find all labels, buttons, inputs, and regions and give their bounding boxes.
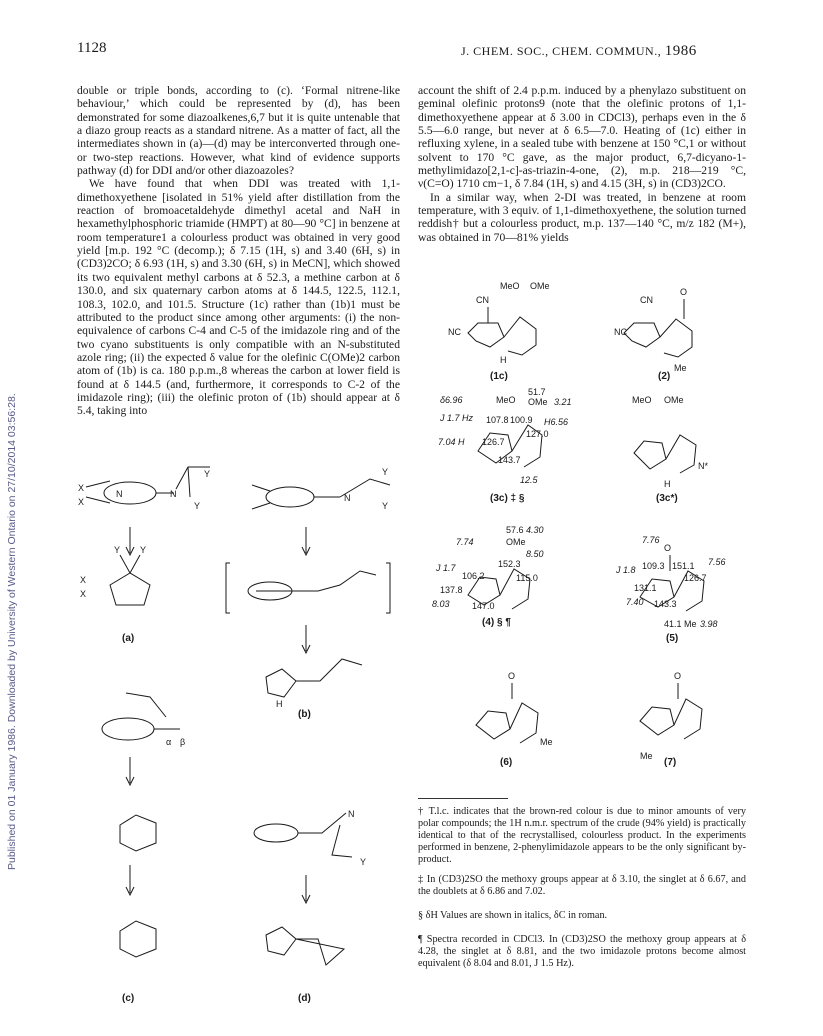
svg-text:51.7: 51.7: [528, 387, 546, 397]
svg-text:OMe: OMe: [506, 537, 526, 547]
svg-text:(4) § ¶: (4) § ¶: [482, 617, 511, 628]
journal-name: J. CHEM. SOC., CHEM. COMMUN.,: [461, 44, 662, 58]
svg-text:X: X: [78, 497, 85, 507]
compound-3c: [438, 387, 572, 504]
compound-1c: [448, 281, 550, 382]
intermediate-a-product: [80, 545, 150, 605]
svg-text:X: X: [80, 589, 87, 599]
footnote: ¶ Spectra recorded in CDCl3. In (CD3)2SO the methoxy group appears at δ 4.28, the singlet at δ 8.81, and the two imidazole protons become almost equivalent (δ 8.04 and 8.01, J 1.5 Hz).: [418, 934, 746, 969]
svg-text:8.03: 8.03: [432, 599, 450, 609]
svg-text:H: H: [276, 699, 283, 709]
svg-text:H6.56: H6.56: [544, 417, 569, 427]
svg-text:100.9: 100.9: [510, 415, 533, 425]
svg-text:(3c) ‡ §: (3c) ‡ §: [490, 493, 525, 504]
label-c: (c): [122, 993, 135, 1004]
svg-text:(3c*): (3c*): [656, 493, 678, 504]
svg-text:O: O: [674, 671, 682, 681]
svg-text:7.74: 7.74: [456, 537, 474, 547]
svg-text:CN: CN: [476, 295, 489, 305]
svg-text:131.1: 131.1: [634, 583, 657, 593]
svg-text:41.1: 41.1: [664, 619, 682, 629]
compound-3c-star: [632, 395, 708, 504]
svg-text:N*: N*: [698, 461, 709, 471]
svg-text:Me: Me: [674, 363, 687, 373]
svg-text:127.0: 127.0: [526, 429, 549, 439]
footnote-rule: [418, 798, 508, 799]
svg-text:NC: NC: [614, 327, 627, 337]
paragraph: We have found that when DDI was treated with 1,1-dimethoxyethene [isolated in 51% yield after distillation from the reaction of bromoacetaldehyde dimethyl acetal and NaH in hexamethylphosphoric triamide (HMPT) at 80—90 °C] in benzene at room temperature1 a colourless product was obtained in very good yield [m.p. 192 °C (decomp.); δ 7.15 (1H, s) and 3.40 (6H, s) in (CD3)2CO; δ 6.93 (1H, s) and 3.30 (6H, s) in MeCN], which showed its two equivalent methyl carbons at δ 52.3, a methine carbon at δ 130.0, and six quaternary carbon atoms at δ 144.5, 122.5, 112.1, 108.3, 102.0, and 101.5. Structure (1c) rather than (1b)1 must be attributed to the product since among other arguments: (i) the non-equivalence of carbons C-4 and C-5 of the imidazole ring and of the two cyano substituents is only compatible with an N-substituted azole ring; (ii) the expected δ value for the olefinic C(OMe)2 carbon atom of (1b) is ca. 180 p.p.m.,8 whereas the carbon at lower field is found at δ 144.5 (and, furthermore, it corresponds to C-2 of the imidazole ring); (iii) the olefinic proton of (1b) should appear at δ 5.4, taking into: [77, 177, 400, 418]
svg-text:OMe: OMe: [664, 395, 684, 405]
right-column: [418, 84, 746, 244]
footnote: ‡ In (CD3)2SO the methoxy groups appear at δ 3.10, the singlet at δ 6.67, and the doublets at δ 6.86 and 7.02.: [418, 874, 746, 897]
compound-2: [614, 287, 692, 382]
download-watermark: Published on 01 January 1986. Downloaded by University of Western Ontario on 27/10/2014 03:56:28.: [6, 393, 18, 870]
svg-text:3.21: 3.21: [554, 397, 572, 407]
journal-year: 1986: [664, 43, 697, 59]
svg-text:7.76: 7.76: [642, 535, 660, 545]
paragraph: double or triple bonds, according to (c). ‘Formal nitrene-like behaviour,’ which could be represented by (d), has been demonstrated for some diazoalkenes,6,7 but it is quite untenable that a diazo group reacts as a standard nitrene. As a matter of fact, all the intermediates shown in (a)—(d) may be interconverted through one- or two-step reactions. However, what kind of evidence supports pathway (d) for DDI and/or other diazoazoles?: [77, 84, 400, 178]
svg-text:7.04 H: 7.04 H: [438, 437, 465, 447]
svg-text:7.40: 7.40: [626, 597, 644, 607]
svg-text:Y: Y: [382, 467, 389, 477]
svg-text:OMe: OMe: [528, 397, 548, 407]
svg-text:O: O: [664, 543, 672, 553]
svg-text:δ6.96: δ6.96: [440, 395, 463, 405]
svg-text:8.50: 8.50: [526, 549, 544, 559]
svg-text:106.2: 106.2: [462, 571, 485, 581]
svg-text:(5): (5): [666, 633, 679, 644]
svg-text:MeO: MeO: [632, 395, 652, 405]
label-b: (b): [298, 709, 311, 720]
intermediate-a: [78, 467, 210, 511]
svg-text:7.56: 7.56: [708, 557, 726, 567]
svg-text:Y: Y: [194, 501, 201, 511]
svg-text:147.0: 147.0: [472, 601, 495, 611]
svg-text:57.6: 57.6: [506, 525, 524, 535]
svg-text:OMe: OMe: [530, 281, 550, 291]
svg-text:H: H: [500, 355, 507, 365]
svg-text:115.0: 115.0: [516, 573, 538, 583]
svg-text:O: O: [680, 287, 688, 297]
compound-6: [476, 671, 553, 768]
svg-text:107.8: 107.8: [486, 415, 509, 425]
svg-text:Y: Y: [114, 545, 121, 555]
svg-text:152.3: 152.3: [498, 559, 521, 569]
footnote: § δH Values are shown in italics, δC in roman.: [418, 910, 608, 921]
svg-text:109.3: 109.3: [642, 561, 665, 571]
structures-figure: [418, 275, 758, 785]
intermediate-b-product: [266, 659, 362, 709]
page-number: 1128: [77, 40, 107, 56]
svg-text:12.5: 12.5: [520, 475, 538, 485]
svg-text:151.1: 151.1: [672, 561, 695, 571]
svg-text:126.7: 126.7: [684, 573, 707, 583]
svg-text:126.7: 126.7: [482, 437, 505, 447]
intermediate-d: [254, 809, 366, 867]
svg-text:J 1.7: J 1.7: [436, 563, 456, 573]
svg-text:MeO: MeO: [496, 395, 516, 405]
svg-text:3.98: 3.98: [700, 619, 718, 629]
paragraph: account the shift of 2.4 p.p.m. induced by a phenylazo substituent on geminal olefinic protons9 (note that the olefinic protons of 1,1-dimethoxyethene appear at δ 3.00 in CDCl3), perhaps even in the δ 5.5—6.0 range, but never at δ 6.5—7.0. Heating of (1c) either in refluxing xylene, in a sealed tube with benzene at 150 °C,1 or without solvent to 170 °C gave, as the major product, 6,7-dicyano-1-methylimidazo[2,1-c]-as-triazin-4-one, (2), m.p. 218—219 °C, ν(C=O) 1710 cm−1, δ 7.84 (1H, s) and 4.15 (3H, s) in (CD3)2CO.: [418, 84, 746, 191]
svg-text:Me: Me: [684, 619, 697, 629]
svg-text:N: N: [344, 493, 351, 503]
svg-text:MeO: MeO: [500, 281, 520, 291]
svg-text:Y: Y: [360, 857, 367, 867]
label-d: (d): [298, 993, 311, 1004]
compound-5: [615, 535, 726, 644]
svg-text:4.30: 4.30: [526, 525, 544, 535]
svg-text:(2): (2): [658, 371, 671, 382]
svg-text:N: N: [348, 809, 355, 819]
svg-text:NC: NC: [448, 327, 461, 337]
svg-text:137.8: 137.8: [440, 585, 463, 595]
footnote: † T.l.c. indicates that the brown-red colour is due to minor amounts of very polar compounds; the 1H n.m.r. spectrum of the crude (94% yield) is practically identical to that of the recrystallised, colourless product. In the experiments performed in benzene, 2-phenylimidazole appears to be the only significant by-product.: [418, 806, 746, 865]
svg-text:X: X: [80, 575, 87, 585]
svg-text:J 1.7 Hz: J 1.7 Hz: [440, 413, 474, 423]
svg-text:CN: CN: [640, 295, 653, 305]
svg-text:N: N: [170, 489, 177, 499]
intermediate-b: [252, 467, 390, 511]
svg-text:(7): (7): [664, 757, 677, 768]
svg-text:β: β: [180, 737, 186, 747]
label-a: (a): [122, 633, 135, 644]
svg-text:Y: Y: [140, 545, 147, 555]
svg-text:Me: Me: [540, 737, 553, 747]
compound-7: [640, 671, 702, 768]
svg-text:143.7: 143.7: [498, 455, 521, 465]
left-column: [77, 84, 400, 418]
svg-text:Me: Me: [640, 751, 653, 761]
paragraph: In a similar way, when 2-DI was treated, in benzene at room temperature, with 3 equiv. of 1,1-dimethoxyethene, the solution turned reddish† but a colourless product, m.p. 137—140 °C, m/z 182 (M+), was obtained in 70—81% yields: [418, 190, 746, 244]
svg-text:N: N: [116, 489, 123, 499]
svg-text:(1c): (1c): [490, 371, 508, 382]
svg-text:H: H: [664, 479, 671, 489]
intermediate-c: [102, 693, 185, 747]
svg-text:O: O: [508, 671, 516, 681]
svg-text:Y: Y: [204, 469, 211, 479]
svg-text:α: α: [166, 737, 172, 747]
svg-text:(6): (6): [500, 757, 513, 768]
journal-header: [461, 43, 697, 60]
svg-text:143.3: 143.3: [654, 599, 677, 609]
reaction-scheme: [70, 445, 410, 1005]
svg-text:X: X: [78, 483, 85, 493]
compound-4: [432, 525, 544, 628]
svg-text:J 1.8: J 1.8: [616, 565, 636, 575]
svg-text:Y: Y: [382, 501, 389, 511]
